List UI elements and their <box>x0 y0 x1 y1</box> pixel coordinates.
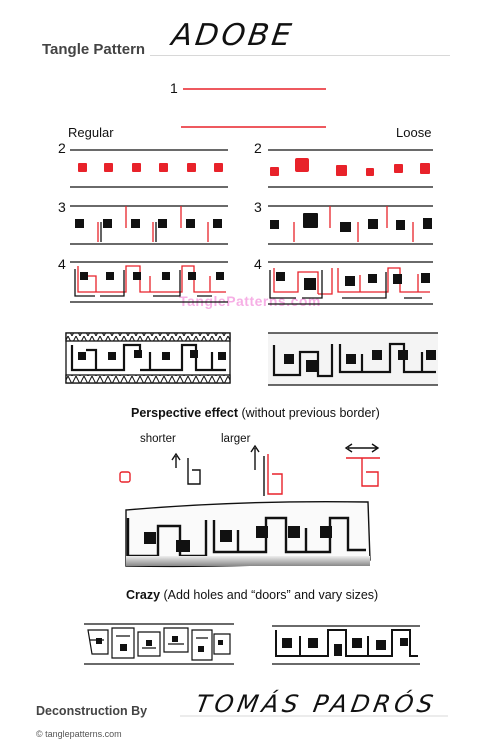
step-1-guidelines <box>181 89 326 127</box>
header-label: Tangle Pattern <box>42 41 146 58</box>
step-2-regular <box>70 150 228 187</box>
finished-band-loose <box>268 333 438 385</box>
step-4-regular <box>70 262 228 302</box>
perspective-title: Perspective effect <box>131 406 239 420</box>
crazy-caption <box>126 588 378 602</box>
step-2-number-regular: 2 <box>58 140 66 156</box>
loose-label: Loose <box>396 125 432 140</box>
watermark: TanglePatterns.com <box>179 293 321 309</box>
shorter-label: shorter <box>140 433 176 445</box>
tangle-title: ADOBE <box>169 18 297 53</box>
crazy-title: Crazy <box>126 588 161 602</box>
step-4-number-loose: 4 <box>254 256 262 272</box>
finished-band-regular <box>66 333 230 383</box>
copyright: © tanglepatterns.com <box>36 729 122 739</box>
step-3-number-regular: 3 <box>58 199 66 215</box>
step-3-number-loose: 3 <box>254 199 262 215</box>
perspective-sketches <box>120 444 380 496</box>
perspective-caption <box>131 406 380 420</box>
step-4-number-regular: 4 <box>58 256 66 272</box>
regular-label: Regular <box>68 125 114 140</box>
step-2-loose <box>268 150 433 187</box>
step-3-loose <box>268 206 433 244</box>
step-3-regular <box>70 206 228 244</box>
crazy-note: (Add holes and “doors” and vary sizes) <box>160 588 379 602</box>
perspective-note: (without previous border) <box>238 406 380 420</box>
credit-label: Deconstruction By <box>36 704 148 718</box>
perspective-band <box>126 502 370 567</box>
crazy-band-left <box>84 624 234 664</box>
author-signature: TOMÁS PADRÓS <box>193 690 439 718</box>
step-4-loose <box>268 262 433 304</box>
step-1-number: 1 <box>170 80 178 96</box>
larger-label: larger <box>221 433 251 445</box>
step-2-number-loose: 2 <box>254 140 262 156</box>
crazy-band-right <box>272 626 420 664</box>
